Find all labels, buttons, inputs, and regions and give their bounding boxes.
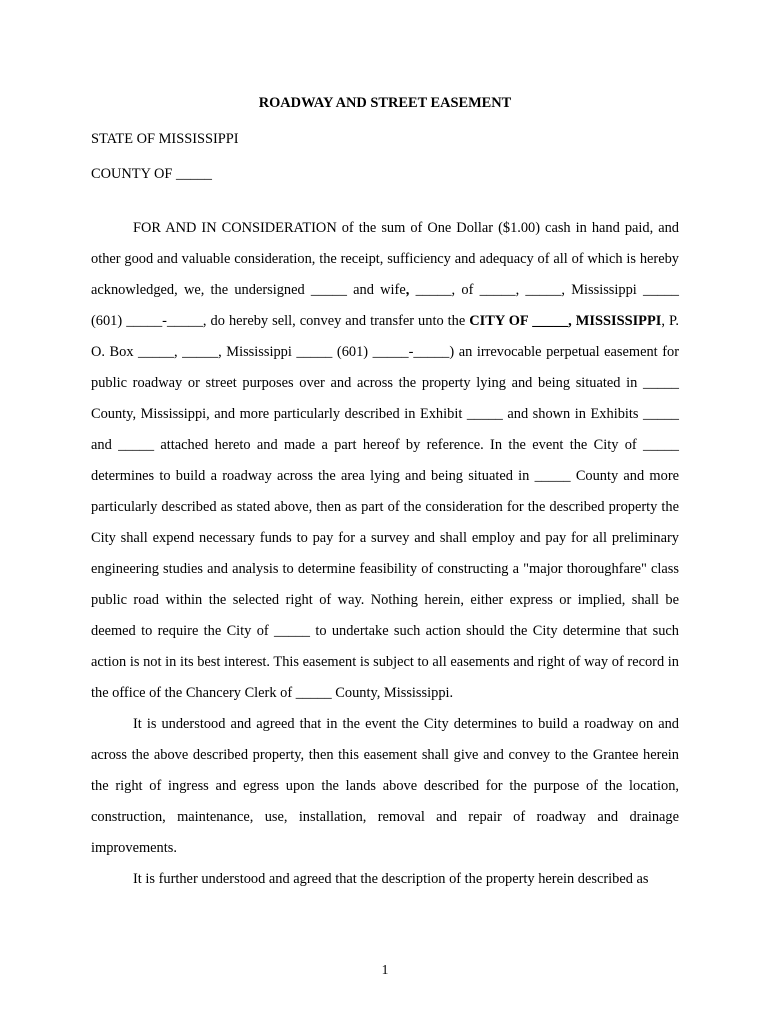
paragraph1-part1: FOR AND IN CONSIDERATION of the sum of One Dollar ($1.00) cash in hand paid, and other good and valuable consideration, the receipt, sufficiency and adequacy of all of which is hereby acknowledged, we, the undersigned _____ and wife [91,220,679,298]
paragraph1-part3: , P. O. Box _____, _____, Mississippi _____ (601) _____-_____) an irrevocable perpetual easement for public roadway or street purposes over and across the property lying and being situated in _____ County, Mississippi, and more particularly described in Exhibit _____ and shown in Exhibits _____ and _____ attached hereto and made a part hereof by reference. In the event the City of _____ determines to build a roadway across the area lying and being situated in _____ County and more particularly described as stated above, then as part of the consideration for the described property the City shall expend necessary funds to pay for a survey and shall employ and pay for all preliminary engineering studies and analysis to determine feasibility of constructing a "major thoroughfare" class public road within the selected right of way. Nothing herein, either express or implied, shall be deemed to require the City of _____ to undertake such action should the City determine that such action is not in its best interest. This easement is subject to all easements and right of way of record in the office of the Chancery Clerk of _____ County, Mississippi. [91,313,679,701]
paragraph1-part2: _____, of _____, _____, Mississippi _____ (601) _____-_____, do hereby sell, convey and transfer unto the [91,282,680,329]
state-heading: STATE OF MISSISSIPPI [91,131,239,147]
paragraph1-comma: , [405,282,410,298]
description-paragraph: It is further understood and agreed that the description of the property herein described as [133,871,649,887]
grantee-name: CITY OF _____, MISSISSIPPI [469,313,662,329]
document-title: ROADWAY AND STREET EASEMENT [258,95,512,111]
page-number: 1 [381,962,389,977]
county-heading: COUNTY OF _____ [91,166,212,182]
consideration-paragraph [91,213,679,709]
document-body [91,213,679,895]
ingress-egress-paragraph: It is understood and agreed that in the event the City determines to build a roadway on and across the above described property, then this easement shall give and convey to the Grantee herein the right of ingress and egress upon the lands above described for the purpose of the location, construction, maintenance, use, installation, removal and repair of roadway and drainage improvements. [91,716,679,856]
